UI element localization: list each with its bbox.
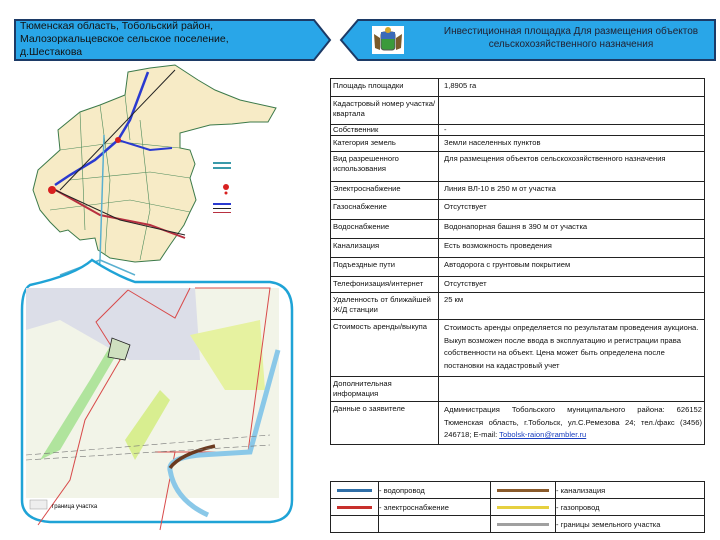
- legend-row: - электроснабжение - газопровод: [331, 499, 705, 516]
- table-row: Кадастровый номер участка/квартала: [331, 97, 705, 125]
- plot-boundary-label: граница участка: [52, 504, 98, 510]
- location-text: Тюменская область, Тобольский район, Малозоркальцевское сельское поселение, д.Шестакова: [20, 20, 229, 58]
- table-row: Электроснабжение Линия ВЛ-10 в 250 м от участка: [331, 182, 705, 200]
- table-row: Удаленность от ближайшей Ж/Д станции 25 км: [331, 293, 705, 320]
- gas-line-swatch: [497, 506, 549, 509]
- table-row: Данные о заявителе Администрация Тобольского муниципального района: 626152 Тюменская область, г.Тобольск, ул.С.Ремезова 24; тел./факс (3456) 246718; E-mail: Tobolsk-raion@rambler.ru: [331, 402, 705, 445]
- site-info-table: [330, 78, 705, 445]
- table-row: Вид разрешенного использования Для размещения объектов сельскохозяйственного назначения: [331, 152, 705, 182]
- water-line-swatch: [337, 489, 372, 492]
- title-banner: [338, 19, 716, 61]
- maps: [0, 60, 330, 540]
- table-row: Газоснабжение Отсутствует: [331, 200, 705, 220]
- power-line-swatch: [337, 506, 372, 509]
- sewer-line-swatch: [497, 489, 549, 492]
- table-row: Категория земель Земли населенных пунктов: [331, 136, 705, 152]
- table-row: Стоимость аренды/выкупа Стоимость аренды определяется по результатам проведения аукциона. Выкуп возможен после ввода в эксплуатацию и регистрации права собственности на объект. Цена может быть определена после постановки на кадастровый учет: [331, 320, 705, 377]
- utilities-legend: [330, 481, 705, 533]
- table-row: Дополнительная информация: [331, 377, 705, 402]
- table-row: Площадь площадки 1,8905 га: [331, 79, 705, 97]
- location-banner: [14, 19, 332, 61]
- legend-row: - водопровод - канализация: [331, 482, 705, 499]
- table-row: Собственник -: [331, 125, 705, 136]
- table-row: Водоснабжение Водонапорная башня в 390 м от участка: [331, 220, 705, 239]
- legend-row: - границы земельного участка: [331, 516, 705, 533]
- email-link[interactable]: Tobolsk-raion@rambler.ru: [499, 430, 587, 439]
- page-title: Инвестиционная площадка Для размещения объектов сельскохозяйственного назначения: [443, 26, 699, 50]
- site-map: [22, 260, 292, 530]
- table-row: Телефонизация/интернет Отсутствует: [331, 277, 705, 293]
- table-row: Подъездные пути Автодорога с грунтовым покрытием: [331, 258, 705, 277]
- coat-of-arms-icon: [372, 26, 404, 54]
- table-row: Канализация Есть возможность проведения: [331, 239, 705, 258]
- boundary-line-swatch: [497, 523, 549, 526]
- region-map-legend: [213, 162, 231, 213]
